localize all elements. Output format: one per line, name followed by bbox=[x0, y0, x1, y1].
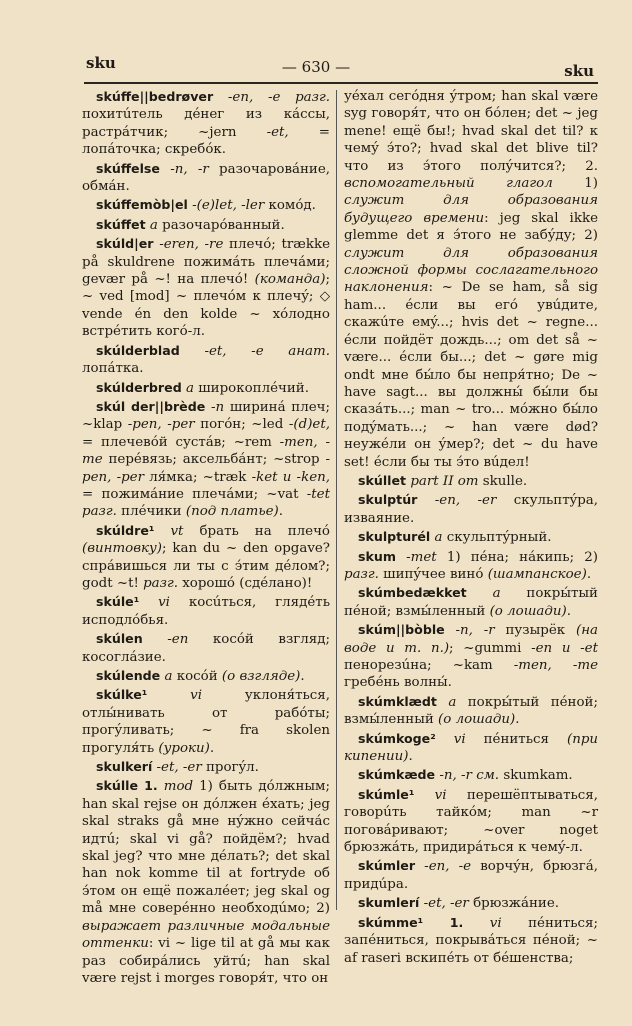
dictionary-entry: skúlende a косóй (о взгляде). bbox=[96, 668, 305, 684]
entry-headword: skúffe||bedrøver bbox=[96, 89, 214, 104]
entry-headword: skúmme¹ 1. bbox=[358, 914, 464, 930]
entry-headword: skúffet bbox=[96, 216, 146, 232]
entry-headword: skulpturél bbox=[358, 529, 431, 545]
entry-headword: skúlen bbox=[96, 631, 143, 647]
entry-headword: skúmle¹ bbox=[358, 786, 415, 802]
dictionary-entry: skulpturél a скульптýрный. bbox=[358, 529, 552, 546]
entry-grammar-note: -pen, -per bbox=[127, 417, 195, 433]
entry-grammar-note: (о лошади) bbox=[489, 603, 567, 619]
entry-grammar-note: a bbox=[185, 380, 194, 396]
entry-grammar-note: a bbox=[149, 217, 158, 233]
dictionary-entry: skúmle¹ vi перешёптываться, говорúть тайкóм; man ~r поговáривают; ~over noget брюзжáть, придирáться к чемý-л. bbox=[344, 786, 598, 856]
entry-grammar-note: -en bbox=[167, 632, 189, 648]
dictionary-entry: skúmkæde -n, -r см. skumkam. bbox=[358, 767, 573, 784]
dictionary-entry: skumlerí -et, -er брюзжáние. bbox=[358, 895, 560, 912]
dictionary-entry: skúffe||bedrøver -en, -e разг. похитúтель дéнег из кáссы, растрáтчик; ~jern -et, = лопáточка; скребóк. bbox=[82, 89, 330, 158]
entry-grammar-note: mod bbox=[163, 779, 194, 795]
dictionary-entry: skulptúr -en, -er скульптýра, изваяние. bbox=[344, 492, 599, 526]
entry-grammar-note: -et, -er bbox=[423, 896, 469, 912]
entry-grammar-note: -eren, -re bbox=[159, 237, 224, 253]
entry-headword: skúlderblad bbox=[96, 342, 180, 358]
entry-headword: skúmbedækket bbox=[358, 585, 467, 601]
entry-grammar-note: -ket u -ken, bbox=[251, 469, 330, 485]
entry-headword: skulptúr bbox=[358, 492, 418, 508]
entry-grammar-note: part II от bbox=[410, 473, 479, 489]
entry-grammar-note: -en, -e разг. bbox=[227, 90, 330, 105]
entry-grammar-note: a bbox=[434, 530, 443, 546]
dictionary-entry: skúffet a разочарóванный. bbox=[96, 216, 285, 233]
entry-headword: skúllet bbox=[358, 472, 407, 488]
entry-grammar-note: (команда) bbox=[254, 272, 326, 288]
dictionary-entry: skúllet part II от skulle. bbox=[358, 472, 528, 489]
entry-headword: skúmklædt bbox=[358, 693, 437, 709]
dictionary-entry: skúm||bòble -n, -r пузырёк (на воде и т. п.); ~gummi -en и -et пенорезúна; ~kam -men, -me гребéнь волны́. bbox=[344, 622, 598, 691]
entry-grammar-note: -pen, -per bbox=[82, 452, 330, 485]
column-divider bbox=[336, 90, 337, 910]
page-number: — 630 — bbox=[281, 58, 351, 76]
entry-grammar-note: -n, -r bbox=[455, 623, 495, 639]
page-header bbox=[0, 54, 632, 84]
entry-headword: skumlerí bbox=[358, 895, 420, 911]
entry-grammar-note: vi bbox=[434, 787, 447, 803]
entry-grammar-note: -en и -et bbox=[531, 640, 598, 656]
entry-grammar-note: a bbox=[164, 669, 173, 684]
dictionary-entry: skulkerí -et, -er прогýл. bbox=[96, 759, 259, 776]
entry-grammar-note: a bbox=[492, 586, 501, 602]
entry-headword: skúffemòb|el bbox=[96, 197, 188, 213]
dictionary-entry: skúmklædt a покры́тый пéной; взмы́ленный (о лошади). bbox=[344, 693, 598, 728]
entry-grammar-note: разг. bbox=[143, 575, 178, 591]
dictionary-entry: skúlen -en косóй взгляд; косоглáзие. bbox=[82, 631, 330, 665]
entry-grammar-note: выражает различные модальные оттенки bbox=[82, 918, 330, 952]
dictionary-entry: skúldre¹ vt брать на плечó (винтовку); kan du ~ den opgave? спрáвишься ли ты с э́тим дéлом?; godt ~t! разг. хорошó (сдéлано)! bbox=[82, 522, 330, 591]
entry-grammar-note: (о лошади) bbox=[438, 712, 516, 728]
dictionary-entry: skúmbedækket a покры́тый пéной; взмы́ленный (о лошади). bbox=[344, 585, 598, 619]
entry-grammar-note: -et, -e анат. bbox=[204, 343, 330, 359]
entry-grammar-note: -tet разг. bbox=[82, 486, 330, 520]
entry-grammar-note: -met bbox=[406, 549, 437, 565]
entry-headword: skúmkoge² bbox=[358, 730, 436, 746]
entry-grammar-note: vi bbox=[489, 915, 502, 931]
entry-grammar-note: -et, bbox=[266, 124, 289, 140]
entry-grammar-note: vt bbox=[170, 523, 184, 539]
header-rule bbox=[84, 82, 598, 84]
left-column bbox=[82, 88, 330, 988]
entry-headword: skúlke¹ bbox=[96, 687, 148, 703]
entry-grammar-note: (о взгляде) bbox=[221, 669, 301, 684]
entry-grammar-note: (уроки) bbox=[158, 740, 210, 756]
entry-headword: skúffelse bbox=[96, 160, 160, 176]
entry-grammar-note: (на воде и т. п.) bbox=[344, 623, 598, 656]
entry-headword: skúlende bbox=[96, 668, 161, 683]
dictionary-entry: skúffelse -n, -r разочаровáние, обмáн. bbox=[82, 160, 330, 195]
entry-grammar-note: -men, -me bbox=[82, 434, 331, 468]
entry-grammar-note: вспомогательный глагол bbox=[344, 176, 553, 192]
entry-grammar-note: -(d)et, bbox=[288, 417, 330, 433]
dictionary-entry: skúlderbred a широкоплéчий. bbox=[96, 379, 309, 396]
entry-grammar-note: (под платье) bbox=[185, 504, 279, 520]
entry-headword: skúld|er bbox=[96, 236, 154, 252]
dictionary-entry: skúle¹ vi косúться, глядéть исподлóбья. bbox=[82, 594, 330, 628]
dictionary-entry: skúld|er -eren, -re плечó; trække på skuldrene пожимáть плечáми; gevær på ~! на плечó! (команда); ~ ved [mod] ~ плечóм к плечý; ◇ vende én den kolde ~ хóлодно встрéтить когó-л. bbox=[82, 236, 330, 340]
dictionary-entry: skúmler -en, -e ворчýн, брюзгá, придúра. bbox=[344, 858, 598, 892]
dictionary-entry: skúmkoge² vi пéниться (при кипении). bbox=[344, 730, 599, 765]
dictionary-entry: skúlle 1. mod 1) быть дóлжным; han skal rejse он дóлжен éхать; jeg skal straks gå мне нýжно сейчáс идтú; skal vi gå? пойдём?; hvad skal jeg? что мне дéлать?; det skal han nok komme til at fortryde об э́том он ещё пожалéет; jeg skal og må мне соверéнно необходúмо; 2) выражает различные модальные оттенки: vi ~ lige til at gå мы как раз собирáлись уйтú; han skal være rejst i morges говоря́т, что он bbox=[82, 778, 330, 986]
entry-grammar-note: -(e)let, -ler bbox=[192, 198, 265, 214]
entry-grammar-note: -en, -e bbox=[424, 859, 472, 875]
entry-headword: skulkerí bbox=[96, 759, 153, 775]
entry-grammar-note: -n, -r bbox=[170, 161, 209, 177]
right-column bbox=[344, 88, 598, 968]
entry-headword: skúlderbred bbox=[96, 379, 182, 395]
dictionary-entry: skúffemòb|el -(e)let, -ler комóд. bbox=[96, 197, 316, 214]
dictionary-entry: skúmme¹ 1. vi пéниться; запéниться, покрывáться пéной; ~ af raseri вскипéть от бéшенства; bbox=[344, 914, 598, 966]
entry-headword: skúmler bbox=[358, 858, 416, 874]
entry-grammar-note: (шампанское) bbox=[487, 566, 587, 582]
entry-headword: skúle¹ bbox=[96, 594, 140, 610]
dictionary-entry: skum -met 1) пéна; нáкипь; 2) разг. шипýчее винó (шампанское). bbox=[344, 548, 598, 582]
entry-headword: skúlle 1. bbox=[96, 778, 158, 794]
entry-grammar-note: a bbox=[448, 694, 457, 710]
dictionary-entry: skúl der||brède -n ширинá плеч; ~klap -pen, -per погóн; ~led -(d)et, = плечевóй сустáв; ~rem -men, -me перéвязь; аксельбáнт; ~strop -pen, -per ля́мка; ~træk -ket u -ken, = пожимáние плечáми; ~vat -tet разг. плéчики (под платье). bbox=[82, 398, 331, 520]
entry-grammar-note: разг. bbox=[344, 566, 379, 582]
entry-grammar-note: служит для образования будущего времени bbox=[344, 193, 598, 226]
header-guide-word-left: sku bbox=[86, 54, 116, 72]
entry-headword: skum bbox=[358, 548, 396, 564]
entry-grammar-note: (винтовку) bbox=[82, 541, 163, 557]
entry-headword: skúl der||brède bbox=[96, 398, 206, 414]
entry-grammar-note: vi bbox=[158, 595, 170, 611]
entry-headword: skúldre¹ bbox=[96, 522, 155, 538]
entry-grammar-note: -men, -me bbox=[513, 658, 598, 673]
entry-grammar-note: -en, -er bbox=[434, 493, 497, 509]
dictionary-entry: уéхал сегóдня ýтром; han skal være syg говоря́т, что он бóлен; det ~ jeg mene! ещё бы!; hvad skal det til? к чемý э́то?; hvad skal det blive til? что из э́того полýчится?; 2. вспомогательный глагол 1) служит для образования будущего времени: jeg skal ikke glemme det я э́того не забýду; 2) служит для образования сложной формы сослагательного наклонения: ~ De se ham, så sig ham... éсли вы егó увúдите, скажúте емý...; hvis det ~ regne... éсли пойдёт дождь...; om det så ~ være... éсли бы...; det ~ gøre mig ondt мне бы́ло бы непря́тно; De ~ have sagt... вы должны́ бы́ли бы сказáть...; man ~ tro... мóжно бы́ло подýмать...; ~ han være død? неужéли он ýмер?; det ~ du have set! éсли бы ты э́то вúдел! bbox=[344, 89, 598, 470]
entry-grammar-note: -et, -er bbox=[156, 760, 202, 776]
entry-grammar-note: vi bbox=[453, 731, 466, 747]
entry-headword: skúm||bòble bbox=[358, 622, 445, 638]
entry-headword: skúmkæde bbox=[358, 767, 436, 783]
dictionary-entry: skúlderblad -et, -e анат. лопáтка. bbox=[82, 342, 330, 377]
dictionary-entry: skúlke¹ vi уклоня́ться, отлы́нивать от рабóты; прогýливать; ~ fra skolen прогуля́ть (уроки). bbox=[82, 687, 330, 756]
entry-grammar-note: служит для образования сложной формы сослагательного наклонения bbox=[344, 245, 598, 296]
entry-grammar-note: -n, -r см. bbox=[439, 768, 500, 784]
entry-grammar-note: vi bbox=[190, 688, 202, 704]
entry-grammar-note: (при кипении) bbox=[344, 731, 599, 765]
entry-grammar-note: -n bbox=[210, 399, 225, 415]
header-guide-word-right: sku bbox=[564, 62, 594, 80]
